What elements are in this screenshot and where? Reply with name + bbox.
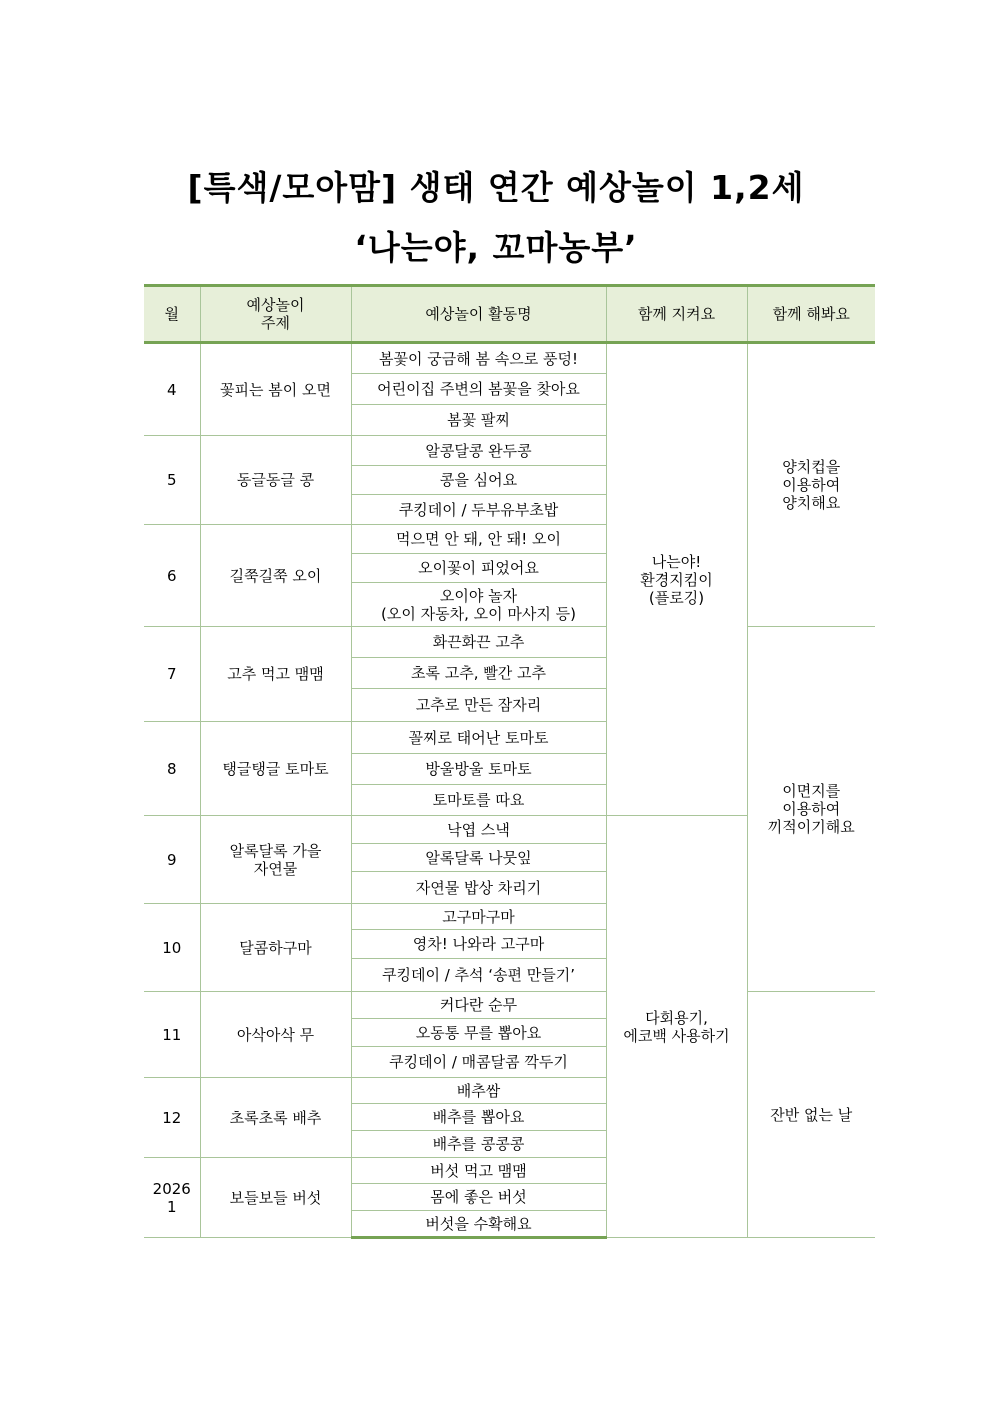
- activity-cell: 초록 고추, 빨간 고추: [351, 658, 606, 689]
- activity-cell: 알록달록 나뭇잎: [351, 844, 606, 872]
- header-do-together: 함께 해봐요: [747, 286, 875, 343]
- theme-cell: 동글동글 콩: [200, 436, 351, 525]
- header-theme: 예상놀이 주제: [200, 286, 351, 343]
- activity-cell: 오이야 놀자 (오이 자동차, 오이 마사지 등): [351, 583, 606, 627]
- activity-cell: 봄꽃이 궁금해 봄 속으로 풍덩!: [351, 343, 606, 374]
- theme-cell: 길쭉길쭉 오이: [200, 525, 351, 627]
- activity-cell: 꼴찌로 태어난 토마토: [351, 722, 606, 754]
- table-row: [144, 627, 875, 658]
- theme-cell: 꽃피는 봄이 오면: [200, 343, 351, 436]
- month-cell: 7: [144, 627, 200, 722]
- activity-cell: 버섯을 수확해요: [351, 1211, 606, 1238]
- theme-cell: 달콤하구마: [200, 904, 351, 992]
- month-cell: 6: [144, 525, 200, 627]
- activity-cell: 쿠킹데이 / 매콤달콤 깍두기: [351, 1047, 606, 1078]
- activity-cell: 쿠킹데이 / 추석 ‘송편 만들기’: [351, 959, 606, 992]
- table-row: [144, 992, 875, 1019]
- activity-cell: 버섯 먹고 맴맴: [351, 1158, 606, 1184]
- month-cell: 9: [144, 816, 200, 904]
- month-cell: 12: [144, 1078, 200, 1158]
- activity-cell: 낙엽 스낵: [351, 816, 606, 844]
- document-title: [특색/모아맘] 생태 연간 예상놀이 1,2세: [187, 168, 805, 207]
- activity-cell: 쿠킹데이 / 두부유부초밥: [351, 495, 606, 525]
- document-subtitle: ‘나는야, 꼬마농부’: [354, 228, 638, 267]
- activity-cell: 어린이집 주변의 봄꽃을 찾아요: [351, 374, 606, 405]
- activity-cell: 배추쌈: [351, 1078, 606, 1104]
- activity-cell: 방울방울 토마토: [351, 754, 606, 785]
- do-together-cell: 양치컵을 이용하여 양치해요: [747, 343, 875, 627]
- theme-cell: 알록달록 가을 자연물: [200, 816, 351, 904]
- activity-cell: 배추를 콩콩콩: [351, 1131, 606, 1158]
- activity-cell: 봄꽃 팔찌: [351, 405, 606, 436]
- theme-cell: 아삭아삭 무: [200, 992, 351, 1078]
- activity-cell: 배추를 뽑아요: [351, 1104, 606, 1131]
- activity-cell: 커다란 순무: [351, 992, 606, 1019]
- do-together-cell: 잔반 없는 날: [747, 992, 875, 1238]
- activity-cell: 콩을 심어요: [351, 466, 606, 495]
- header-month: 월: [144, 286, 200, 343]
- theme-cell: 탱글탱글 토마토: [200, 722, 351, 816]
- theme-cell: 보들보들 버섯: [200, 1158, 351, 1238]
- table-row: [144, 343, 875, 374]
- activity-cell: 먹으면 안 돼, 안 돼! 오이: [351, 525, 606, 554]
- do-together-cell: 이면지를 이용하여 끼적이기해요: [747, 627, 875, 992]
- month-cell: 2026 1: [144, 1158, 200, 1238]
- activity-cell: 오이꽃이 피었어요: [351, 554, 606, 583]
- header-keep-together: 함께 지켜요: [606, 286, 747, 343]
- annual-play-plan-table: [144, 284, 875, 1239]
- theme-cell: 고추 먹고 맴맴: [200, 627, 351, 722]
- activity-cell: 오동통 무를 뽑아요: [351, 1019, 606, 1047]
- activity-cell: 토마토를 따요: [351, 785, 606, 816]
- activity-cell: 고구마구마: [351, 904, 606, 930]
- month-cell: 10: [144, 904, 200, 992]
- header-activity: 예상놀이 활동명: [351, 286, 606, 343]
- activity-cell: 자연물 밥상 차리기: [351, 872, 606, 904]
- month-cell: 8: [144, 722, 200, 816]
- activity-cell: 알콩달콩 완두콩: [351, 436, 606, 466]
- theme-cell: 초록초록 배추: [200, 1078, 351, 1158]
- activity-cell: 영차! 나와라 고구마: [351, 930, 606, 959]
- month-cell: 4: [144, 343, 200, 436]
- keep-together-cell: 나는야! 환경지킴이 (플로깅): [606, 343, 747, 816]
- month-cell: 5: [144, 436, 200, 525]
- activity-cell: 고추로 만든 잠자리: [351, 689, 606, 722]
- activity-cell: 화끈화끈 고추: [351, 627, 606, 658]
- activity-cell: 몸에 좋은 버섯: [351, 1184, 606, 1211]
- keep-together-cell: 다회용기, 에코백 사용하기: [606, 816, 747, 1238]
- month-cell: 11: [144, 992, 200, 1078]
